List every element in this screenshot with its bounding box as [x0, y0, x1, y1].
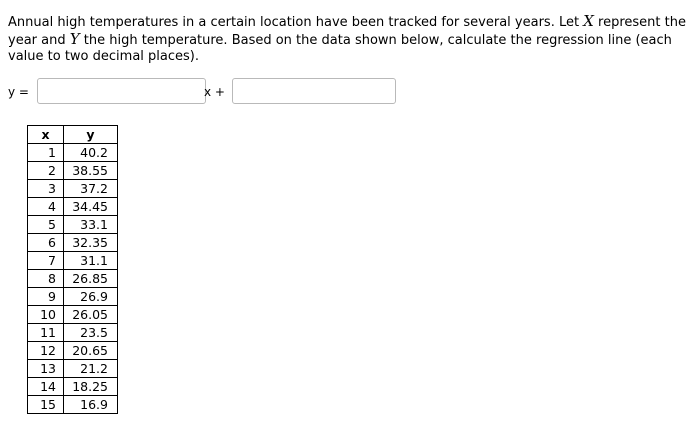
cell-y: 37.2 — [64, 180, 118, 198]
table-row — [28, 270, 118, 288]
header-y: y — [64, 126, 118, 144]
table-row — [28, 216, 118, 234]
cell-y: 33.1 — [64, 216, 118, 234]
variable-x: X — [583, 12, 594, 30]
slope-input[interactable] — [37, 78, 206, 104]
cell-x: 6 — [28, 234, 64, 252]
table-row — [28, 162, 118, 180]
table-header-row — [28, 126, 118, 144]
cell-x: 1 — [28, 144, 64, 162]
cell-y: 38.55 — [64, 162, 118, 180]
cell-y: 21.2 — [64, 360, 118, 378]
data-table — [27, 125, 118, 414]
table-row — [28, 342, 118, 360]
cell-y: 18.25 — [64, 378, 118, 396]
cell-x: 8 — [28, 270, 64, 288]
cell-y: 20.65 — [64, 342, 118, 360]
cell-x: 14 — [28, 378, 64, 396]
table-body — [28, 144, 118, 414]
question-part-1: Annual high temperatures in a certain location have been tracked for several years. Let — [8, 15, 584, 30]
table-row — [28, 234, 118, 252]
cell-x: 10 — [28, 306, 64, 324]
cell-x: 3 — [28, 180, 64, 198]
cell-x: 5 — [28, 216, 64, 234]
variable-y: Y — [69, 30, 80, 48]
table-row — [28, 198, 118, 216]
table-row — [28, 306, 118, 324]
table-row — [28, 396, 118, 414]
table-row — [28, 288, 118, 306]
cell-x: 12 — [28, 342, 64, 360]
table-row — [28, 180, 118, 198]
cell-y: 26.9 — [64, 288, 118, 306]
table-row — [28, 324, 118, 342]
cell-y: 32.35 — [64, 234, 118, 252]
table-row — [28, 144, 118, 162]
header-x: x — [28, 126, 64, 144]
cell-y: 40.2 — [64, 144, 118, 162]
cell-x: 13 — [28, 360, 64, 378]
cell-x: 9 — [28, 288, 64, 306]
cell-x: 11 — [28, 324, 64, 342]
y-equals-label: y = — [8, 85, 29, 99]
table-row — [28, 252, 118, 270]
intercept-input[interactable] — [232, 78, 396, 104]
cell-x: 2 — [28, 162, 64, 180]
question-part-3: the high temperature. Based on the data shown below, calculate the regression line (each value to two decimal places). — [8, 33, 672, 64]
question-part-2: represent the year and — [8, 15, 686, 48]
cell-y: 26.85 — [64, 270, 118, 288]
cell-x: 4 — [28, 198, 64, 216]
cell-y: 23.5 — [64, 324, 118, 342]
question-text — [8, 13, 692, 65]
x-plus-label: x + — [204, 85, 225, 99]
table-row — [28, 360, 118, 378]
cell-y: 31.1 — [64, 252, 118, 270]
cell-y: 26.05 — [64, 306, 118, 324]
cell-y: 34.45 — [64, 198, 118, 216]
cell-x: 15 — [28, 396, 64, 414]
cell-y: 16.9 — [64, 396, 118, 414]
cell-x: 7 — [28, 252, 64, 270]
table-row — [28, 378, 118, 396]
